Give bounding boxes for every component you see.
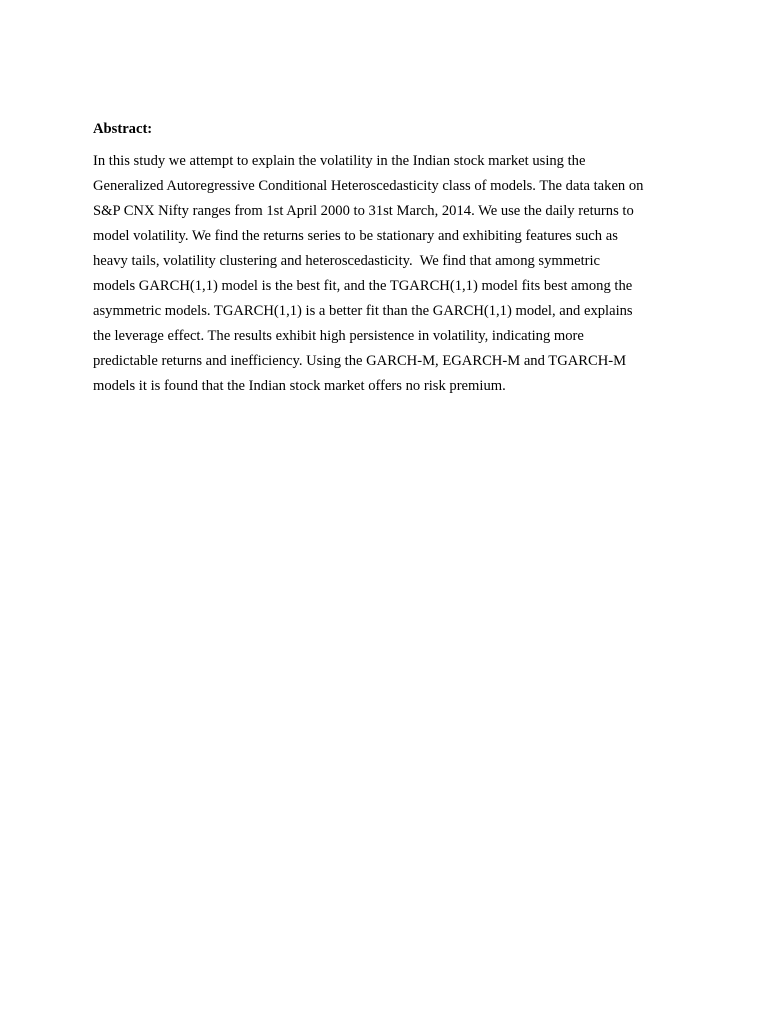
abstract-line: model volatility. We find the returns series to be stationary and exhibiting features such as <box>93 228 618 244</box>
abstract-line: models GARCH(1,1) model is the best fit, and the TGARCH(1,1) model fits best among the <box>93 278 633 294</box>
abstract-line: asymmetric models. TGARCH(1,1) is a better fit than the GARCH(1,1) model, and explains <box>93 303 633 319</box>
abstract-line: heavy tails, volatility clustering and heteroscedasticity. We find that among symmetric <box>93 253 601 269</box>
abstract-line: predictable returns and inefficiency. Using the GARCH-M, EGARCH-M and TGARCH-M <box>93 353 627 369</box>
abstract-line: S&P CNX Nifty ranges from 1st April 2000 to 31st March, 2014. We use the daily returns to <box>93 203 634 219</box>
abstract-line: Generalized Autoregressive Conditional Heteroscedasticity class of models. The data taken on <box>93 178 644 194</box>
abstract-body <box>93 149 693 399</box>
abstract-line: In this study we attempt to explain the volatility in the Indian stock market using the <box>93 153 586 169</box>
abstract-heading: Abstract: <box>93 121 153 137</box>
abstract-line: models it is found that the Indian stock market offers no risk premium. <box>93 378 506 394</box>
abstract-line: the leverage effect. The results exhibit high persistence in volatility, indicating more <box>93 328 584 344</box>
